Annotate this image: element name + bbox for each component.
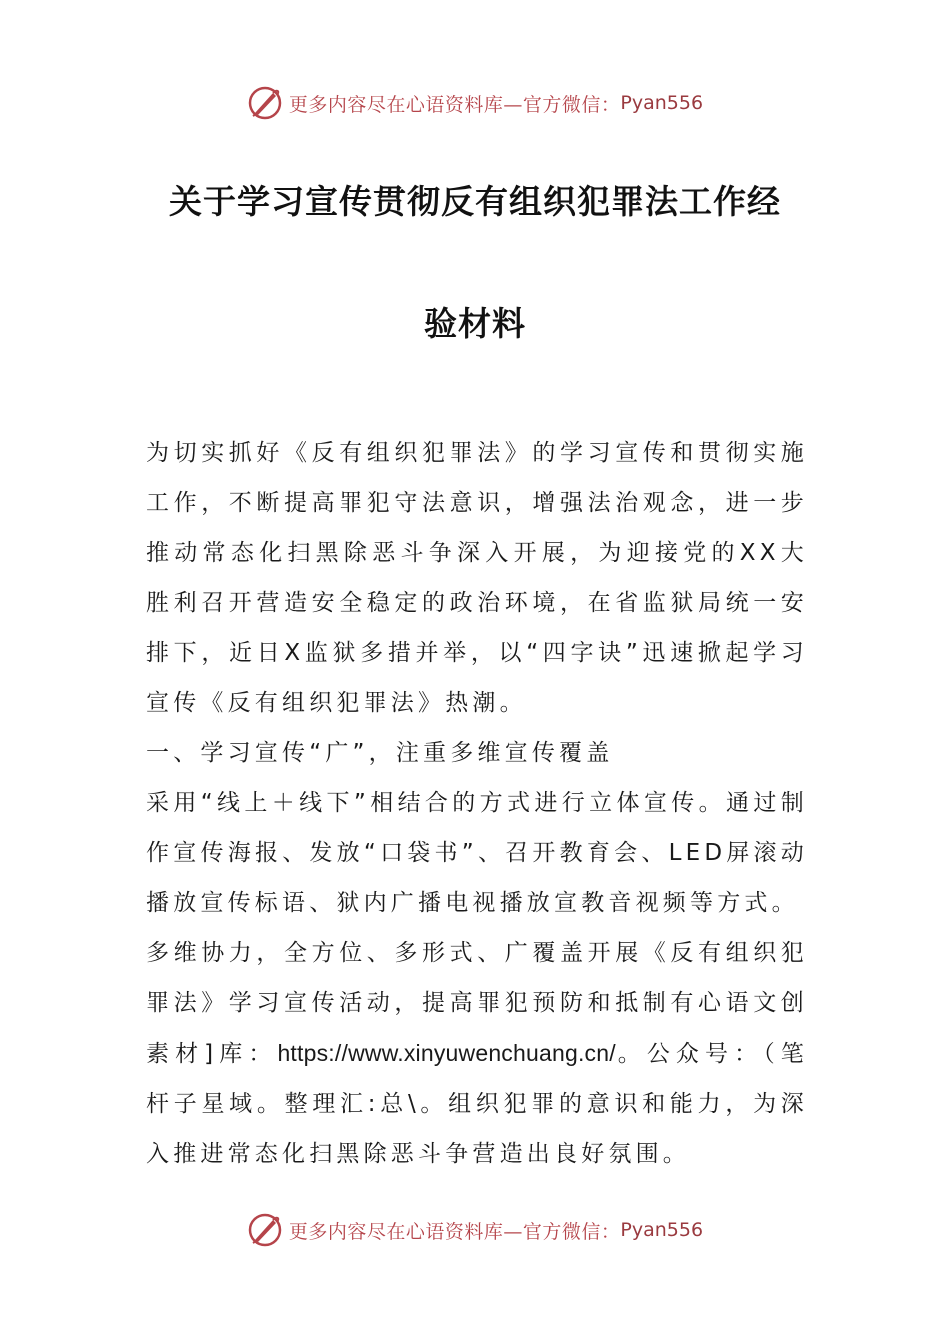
watermark-text: 更多内容尽在心语资料库—官方微信：	[288, 1220, 621, 1243]
section1-heading: 一、学习宣传“广”，注重多维宣传覆盖	[146, 740, 614, 766]
intro-paragraph: 为切实抓好《反有组织犯罪法》的学习宣传和贯彻实施工作，不断提高罪犯守法意识，增强法治观念，进一步推动常态化扫黑除恶斗争深入开展，为迎接党的XX大胜利召开营造安全稳定的政治环境，在省监狱局统一安排下，近日X监狱多措并举，以“四字诀”迅速掀起学习宣传《反有组织犯罪法》热潮。	[146, 440, 808, 716]
watermark-text: 更多内容尽在心语资料库—官方微信：	[288, 93, 621, 116]
watermark-banner-top	[0, 83, 950, 123]
section1-paragraph2-text-b: 。公众号：（笔杆子星域。整理汇:总\。组织犯罪的意识和能力，为深入推进常态化扫黑除恶斗争营造出良好氛围。	[146, 1041, 808, 1167]
watermark-wechat-id: Pyan556	[620, 92, 704, 114]
quill-logo-icon	[247, 85, 283, 121]
quill-logo-icon	[247, 1212, 283, 1248]
website-url: https://www.xinyuwenchuang.cn/	[277, 1040, 616, 1066]
document-title-line1: 关于学习宣传贯彻反有组织犯罪法工作经	[169, 182, 781, 221]
section1-paragraph2	[146, 928, 808, 1179]
document-body	[146, 428, 808, 1179]
section1-paragraph1: 采用“线上＋线下”相结合的方式进行立体宣传。通过制作宣传海报、发放“口袋书”、召开教育会、LED屏滚动播放宣传标语、狱内广播电视播放宣教音视频等方式。	[146, 790, 808, 916]
document-title-line2: 验材料	[424, 304, 526, 343]
section1-paragraph2-text-a: 多维协力，全方位、多形式、广覆盖开展《反有组织犯罪法》学习宣传活动，提高罪犯预防和抵制有心语文创素材]库：	[146, 940, 808, 1067]
watermark-wechat-id: Pyan556	[620, 1219, 704, 1241]
watermark-banner-bottom	[0, 1210, 950, 1250]
